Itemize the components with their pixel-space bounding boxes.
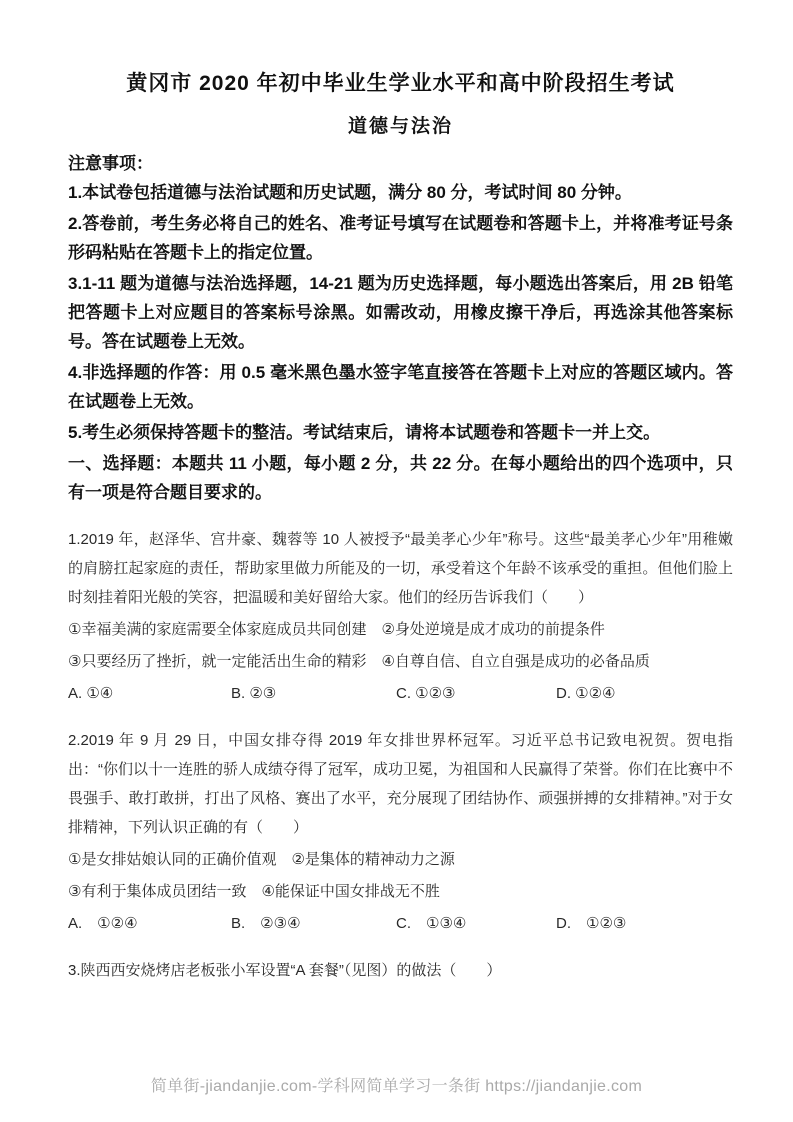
question-1-choice-b: B. ②③ [231,685,277,702]
question-2-choice-d: D. ①②③ [556,915,627,932]
question-2-choice-c: C. ①③④ [396,915,467,932]
notice-item-2: 2.答卷前，考生务必将自己的姓名、准考证号填写在试题卷和答题卡上，并将准考证号条形码粘贴在答题卡上的指定位置。 [68,214,733,262]
question-2-option-line-2: ③有利于集体成员团结一致 ④能保证中国女排战无不胜 [68,883,440,900]
question-1-option-line-1: ①幸福美满的家庭需要全体家庭成员共同创建 ②身处逆境是成才成功的前提条件 [68,621,605,638]
question-2-option-line-1: ①是女排姑娘认同的正确价值观 ②是集体的精神动力之源 [68,851,455,868]
notice-item-1: 1.本试卷包括道德与法治试题和历史试题，满分 80 分，考试时间 80 分钟。 [68,183,632,202]
question-1-stem: 1.2019 年，赵泽华、宫井豪、魏蓉等 10 人被授予“最美孝心少年”称号。这些“最美孝心少年”用稚嫩的肩膀扛起家庭的责任，帮助家里做力所能及的一切，承受着这个年龄不该承受的重担。但他们脸上时刻挂着阳光般的笑容，把温暖和美好留给大家。他们的经历告诉我们（ ） [68,531,733,606]
exam-title: 黄冈市 2020 年初中毕业生学业水平和高中阶段招生考试 [126,72,675,95]
question-3-stem: 3.陕西西安烧烤店老板张小军设置“A 套餐”（见图）的做法（ ） [68,962,502,979]
notice-item-3: 3.1-11 题为道德与法治选择题，14-21 题为历史选择题，每小题选出答案后，用 2B 铅笔把答题卡上对应题目的答案标号涂黑。如需改动，用橡皮擦干净后，再选涂其他答案标号。答在试题卷上无效。 [68,274,733,351]
question-1 [68,525,733,708]
question-1-choice-c: C. ①②③ [396,685,456,702]
exam-subject: 道德与法治 [347,116,453,137]
notice-item-5: 5.考生必须保持答题卡的整洁。考试结束后，请将本试题卷和答题卡一并上交。 [68,423,661,442]
question-3 [68,956,733,985]
question-2-choice-a: A. ①②④ [68,915,138,932]
question-1-choices [68,679,733,708]
question-2 [68,726,733,938]
question-1-choice-a: A. ①④ [68,685,114,702]
notice-item-4: 4.非选择题的作答：用 0.5 毫米黑色墨水签字笔直接答在答题卡上对应的答题区域内。答在试题卷上无效。 [68,363,733,411]
question-1-choice-d: D. ①②④ [556,685,616,702]
page-footer-watermark: 简单街-jiandanjie.com-学科网简单学习一条街 https://jiandanjie.com [150,1078,643,1095]
section-heading: 一、选择题：本题共 11 小题，每小题 2 分，共 22 分。在每小题给出的四个选项中，只有一项是符合题目要求的。 [68,454,733,502]
question-2-stem: 2.2019 年 9 月 29 日，中国女排夺得 2019 年女排世界杯冠军。习近平总书记致电祝贺。贺电指出：“你们以十一连胜的骄人成绩夺得了冠军，成功卫冕，为祖国和人民赢得了荣誉。你们在比赛中不畏强手、敢打敢拼，打出了风格、赛出了水平，充分展现了团结协作、顽强拼搏的女排精神。”对于女排精神，下列认识正确的有（ ） [68,732,733,836]
notice-heading: 注意事项： [68,154,153,173]
question-2-choices [68,909,733,938]
question-2-choice-b: B. ②③④ [231,915,301,932]
question-1-option-line-2: ③只要经历了挫折，就一定能活出生命的精彩 ④自尊自信、自立自强是成功的必备品质 [68,653,650,670]
